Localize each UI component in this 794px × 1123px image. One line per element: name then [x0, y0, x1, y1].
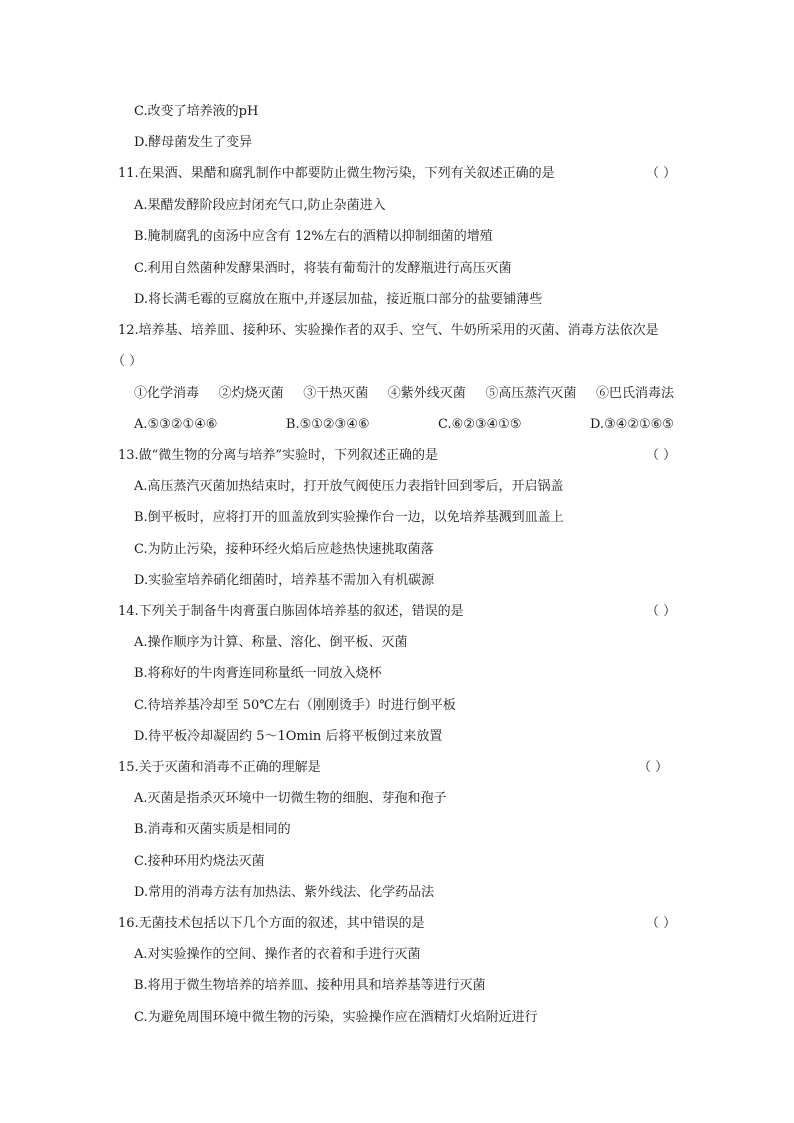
q12-method: ①化学消毒	[134, 386, 200, 401]
q12-options-row	[134, 416, 674, 434]
q12-option-a: A.⑤③②①④⑥	[134, 417, 218, 432]
q12-methods-row	[134, 385, 674, 403]
q13-option-a: A.高压蒸汽灭菌加热结束时，打开放气阀使压力表指针回到零后，开启锅盖	[134, 479, 564, 494]
q12-method: ④紫外线灭菌	[387, 386, 466, 401]
q15-option-b: B.消毒和灭菌实质是相同的	[134, 822, 291, 837]
q12-method: ②灼烧灭菌	[218, 386, 284, 401]
q10-option-c: C.改变了培养液的pH	[134, 104, 259, 119]
q14-stem: 14.下列关于制备牛肉膏蛋白胨固体培养基的叙述，错误的是	[118, 604, 464, 619]
q12-answer-paren: （ ）	[112, 354, 143, 369]
q11-option-d: D.将长满毛霉的豆腐放在瓶中,并逐层加盐，接近瓶口部分的盐要铺薄些	[134, 292, 543, 307]
q13-stem: 13.做“微生物的分离与培养”实验时，下列叙述正确的是	[118, 448, 438, 463]
q13-option-d: D.实验室培养硝化细菌时，培养基不需加入有机碳源	[134, 573, 435, 588]
q14-answer-paren: （ ）	[646, 604, 677, 619]
q11-option-b: B.腌制腐乳的卤汤中应含有 12%左右的酒精以抑制细菌的增殖	[134, 229, 493, 244]
q12-option-d: D.③④②①⑥⑤	[589, 417, 674, 432]
q14-option-c: C.待培养基冷却至 50℃左右（刚刚烫手）时进行倒平板	[134, 698, 456, 713]
q16-stem: 16.无菌技术包括以下几个方面的叙述，其中错误的是	[118, 916, 425, 931]
q12-method: ⑥巴氏消毒法	[595, 386, 674, 401]
q12-method: ③干热灭菌	[303, 386, 369, 401]
q12-method: ⑤高压蒸汽灭菌	[485, 386, 577, 401]
q14-option-a: A.操作顺序为计算、称量、溶化、倒平板、灭菌	[134, 635, 408, 650]
q11-option-c: C.利用自然菌种发酵果酒时，将装有葡萄汁的发酵瓶进行高压灭菌	[134, 261, 512, 276]
q14-option-d: D.待平板冷却凝固约 5～1Omin 后将平板倒过来放置	[134, 729, 443, 744]
q15-option-a: A.灭菌是指杀灭环境中一切微生物的细胞、芽孢和孢子	[134, 791, 447, 806]
q12-option-c: C.⑥②③④①⑤	[437, 417, 522, 432]
q15-option-d: D.常用的消毒方法有加热法、紫外线法、化学药品法	[134, 885, 435, 900]
q16-answer-paren: （ ）	[646, 916, 677, 931]
q13-option-b: B.倒平板时，应将打开的皿盖放到实验操作台一边，以免培养基溅到皿盖上	[134, 510, 564, 525]
q15-option-c: C.接种环用灼烧法灭菌	[134, 854, 265, 869]
q11-option-a: A.果醋发酵阶段应封闭充气口,防止杂菌进入	[134, 198, 386, 213]
q12-stem: 12.培养基、培养皿、接种环、实验操作者的双手、空气、牛奶所采用的灭菌、消毒方法依次是	[118, 323, 659, 338]
q16-option-b: B.将用于微生物培养的培养皿、接种用具和培养基等进行灭菌	[134, 978, 486, 993]
q12-option-b: B.⑤①②③④⑥	[285, 417, 370, 432]
q16-option-c: C.为避免周围环境中微生物的污染，实验操作应在酒精灯火焰附近进行	[134, 1010, 538, 1025]
q16-option-a: A.对实验操作的空间、操作者的衣着和手进行灭菌	[134, 947, 421, 962]
q15-answer-paren: （ ）	[638, 760, 669, 775]
q11-stem: 11.在果酒、果醋和腐乳制作中都要防止微生物污染，下列有关叙述正确的是	[118, 166, 555, 181]
q11-answer-paren: （ ）	[646, 166, 677, 181]
q15-stem: 15.关于灭菌和消毒不正确的理解是	[118, 760, 321, 775]
q10-option-d: D.酵母菌发生了变异	[134, 135, 253, 150]
q13-answer-paren: （ ）	[646, 448, 677, 463]
q13-option-c: C.为防止污染，接种环经火焰后应趁热快速挑取菌落	[134, 542, 434, 557]
q14-option-b: B.将称好的牛肉膏连同称量纸一同放入烧杯	[134, 666, 382, 681]
